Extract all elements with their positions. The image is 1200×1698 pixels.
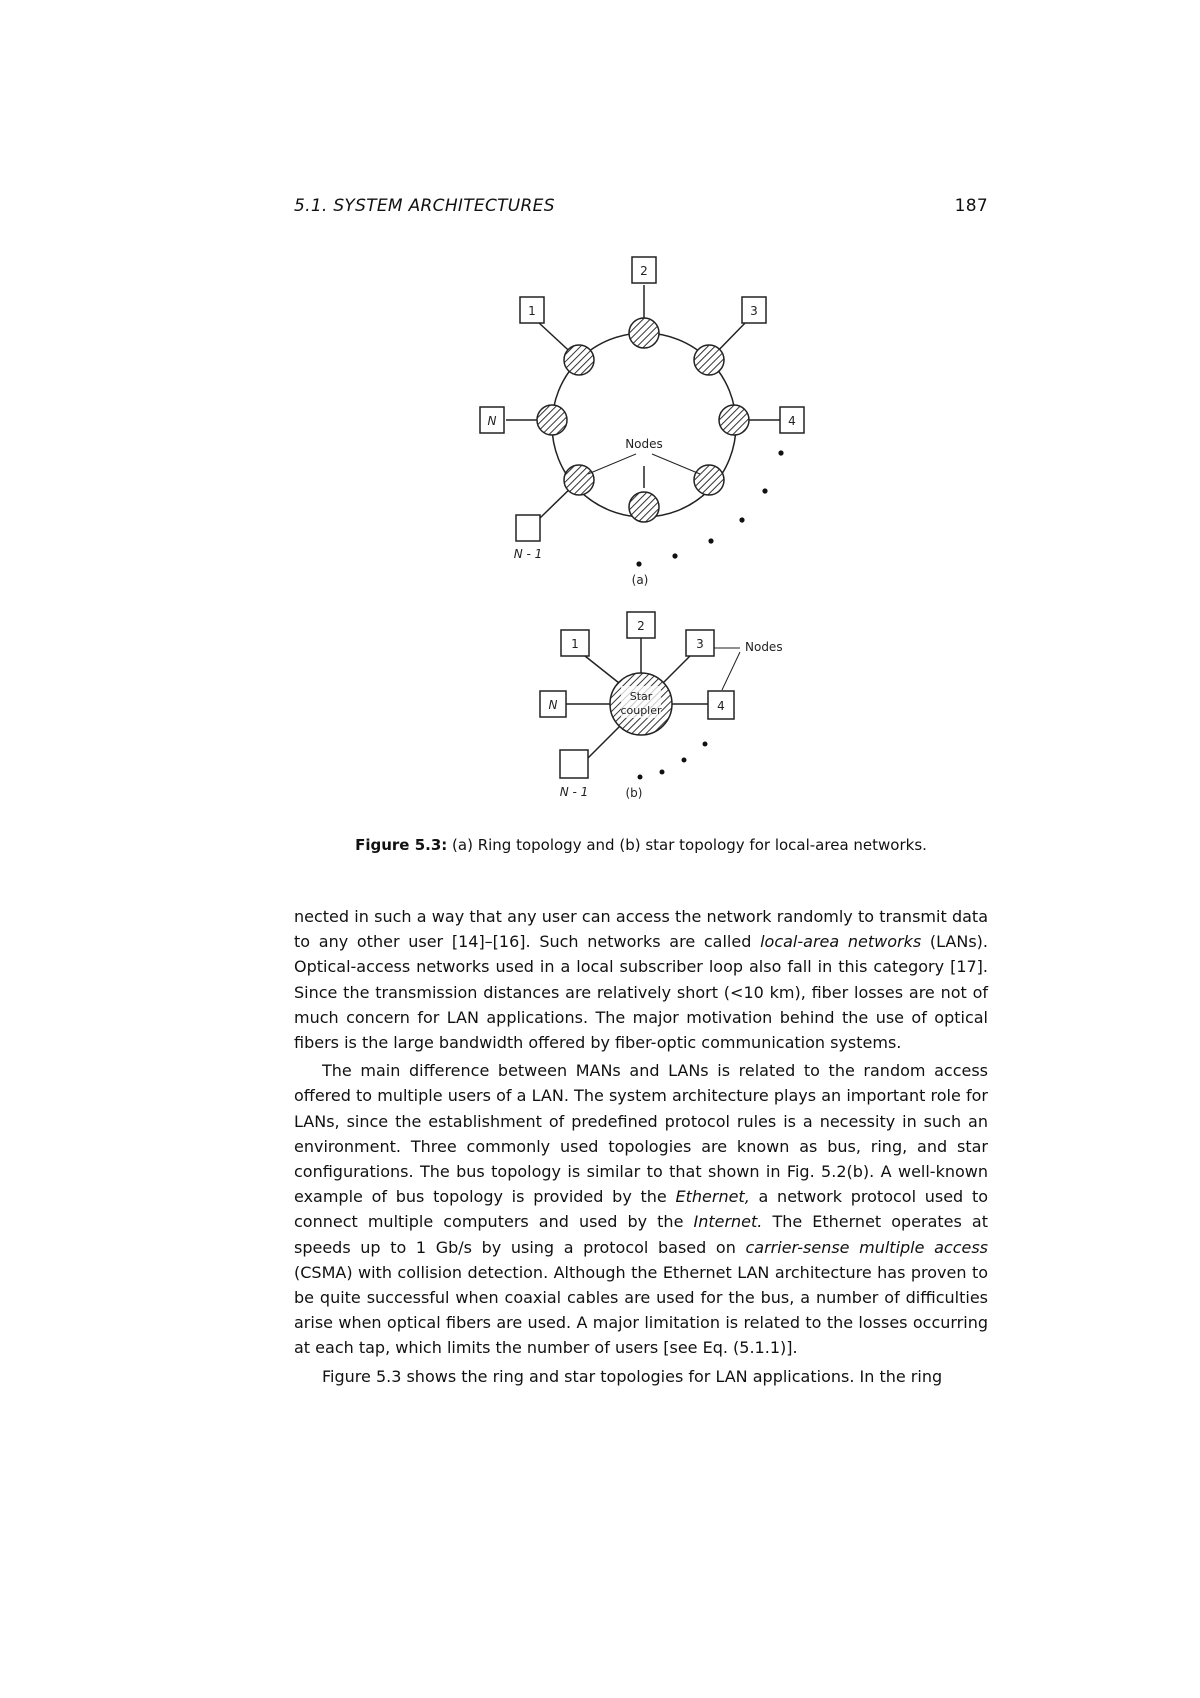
ring-nodes-label: Nodes (625, 437, 663, 451)
paragraph (294, 904, 988, 1055)
svg-text:N: N (487, 414, 497, 428)
body-text (294, 904, 988, 1389)
ring-node (694, 465, 724, 495)
ring-terminal-4 (780, 407, 804, 433)
svg-text:2: 2 (640, 264, 648, 278)
star-link-1 (585, 656, 619, 683)
ring-panel-label: (a) (631, 573, 649, 587)
star-topology (540, 612, 783, 800)
paragraph (294, 1364, 988, 1389)
continuation-dot (762, 488, 767, 493)
star-panel-label: (b) (625, 786, 643, 800)
continuation-dot (778, 450, 783, 455)
paragraph (294, 1058, 988, 1360)
star-nodes-label: Nodes (745, 640, 783, 654)
ring-node (564, 345, 594, 375)
svg-text:3: 3 (750, 304, 758, 318)
text-run: nected in such a way that any user can access the network randomly to transmit data to any other user [14]–[16]. Such networks are called (294, 907, 988, 952)
term-emphasis: carrier-sense multiple access (745, 1237, 989, 1257)
continuation-dot (703, 742, 708, 747)
text-run: Figure 5.3 shows the ring and star topologies for LAN applications. In the ring (322, 1366, 943, 1386)
svg-text:3: 3 (696, 637, 704, 651)
caption-label: Figure 5.3: (355, 836, 448, 854)
ring-terminal-n (480, 407, 504, 433)
section-title: 5.1. SYSTEM ARCHITECTURES (294, 196, 555, 216)
continuation-dot (708, 538, 713, 543)
ring-terminal-n-1 (514, 515, 543, 561)
star-link-3 (663, 656, 690, 683)
continuation-dot (638, 775, 643, 780)
star-terminal-n-1 (560, 750, 589, 799)
svg-text:N - 1: N - 1 (559, 785, 589, 799)
star-terminal-4 (708, 691, 734, 719)
svg-text:4: 4 (788, 414, 796, 428)
text-run: a network protocol used to connect multiple computers and used by the (294, 1187, 989, 1232)
continuation-dot (682, 758, 687, 763)
ring-topology (480, 257, 804, 587)
page-number: 187 (954, 196, 988, 216)
ring-terminal-3 (742, 297, 766, 323)
svg-text:4: 4 (717, 699, 725, 713)
svg-text:2: 2 (637, 619, 645, 633)
ring-node (719, 405, 749, 435)
star-terminal-n (540, 691, 566, 717)
ring-callout-line (652, 454, 700, 474)
ring-callout-line (588, 454, 636, 474)
svg-text:1: 1 (528, 304, 536, 318)
text-run: The Ethernet operates at speeds up to 1 Gb/s by using a protocol based on (294, 1212, 988, 1257)
svg-text:N - 1: N - 1 (513, 547, 543, 561)
caption-text: (a) Ring topology and (b) star topology for local-area networks. (447, 836, 927, 854)
star-link-n-1 (588, 726, 620, 758)
star-callout-line (722, 652, 740, 690)
ring-node (629, 492, 659, 522)
ring-node (537, 405, 567, 435)
ring-terminal-1 (520, 297, 544, 323)
continuation-dot (672, 553, 677, 558)
continuation-dot (660, 770, 665, 775)
text-run: (CSMA) with collision detection. Although the Ethernet LAN architecture has proven to be quite successful when coaxial cables are used for the bus, a number of difficulties arise when optical fibers are used. A major limitation is related to the losses occurring at each tap, which limits the number of users [see Eq. (5.1.1)]. (294, 1262, 988, 1358)
term-emphasis: local-area networks (760, 932, 922, 952)
figure-caption (294, 836, 988, 854)
star-coupler-label: Star (629, 690, 653, 703)
ring-node (629, 318, 659, 348)
term-emphasis: Internet. (693, 1212, 763, 1232)
text-run: The main difference between MANs and LANs is related to the random access offered to multiple users of a LAN. The system architecture plays an important role for LANs, since the establishment of predefined protocol rules is a necessity in such an environment. Three commonly used topologies are known as bus, ring, and star configurations. The bus topology is similar to that shown in Fig. 5.2(b). A well-known example of bus topology is provided by the (294, 1061, 988, 1207)
ring-node (694, 345, 724, 375)
figure-5-3 (0, 0, 1200, 830)
ring-node (564, 465, 594, 495)
svg-text:1: 1 (571, 637, 579, 651)
star-terminal-1 (561, 630, 589, 656)
star-terminal-2 (627, 612, 655, 638)
continuation-dot (739, 517, 744, 522)
ring-terminal-2 (632, 257, 656, 283)
term-emphasis: Ethernet, (675, 1187, 750, 1207)
text-run: (LANs). Optical-access networks used in a local subscriber loop also fall in this category [17]. Since the transmission distances are relatively short (<10 km), fiber losses are not of much concern for LAN applications. The major motivation behind the use of optical fibers is the large bandwidth offered by fiber-optic communication systems. (294, 932, 988, 1053)
star-coupler-label: coupler (620, 704, 662, 717)
svg-text:N: N (548, 698, 558, 712)
star-terminal-3 (686, 630, 714, 656)
continuation-dot (636, 561, 641, 566)
